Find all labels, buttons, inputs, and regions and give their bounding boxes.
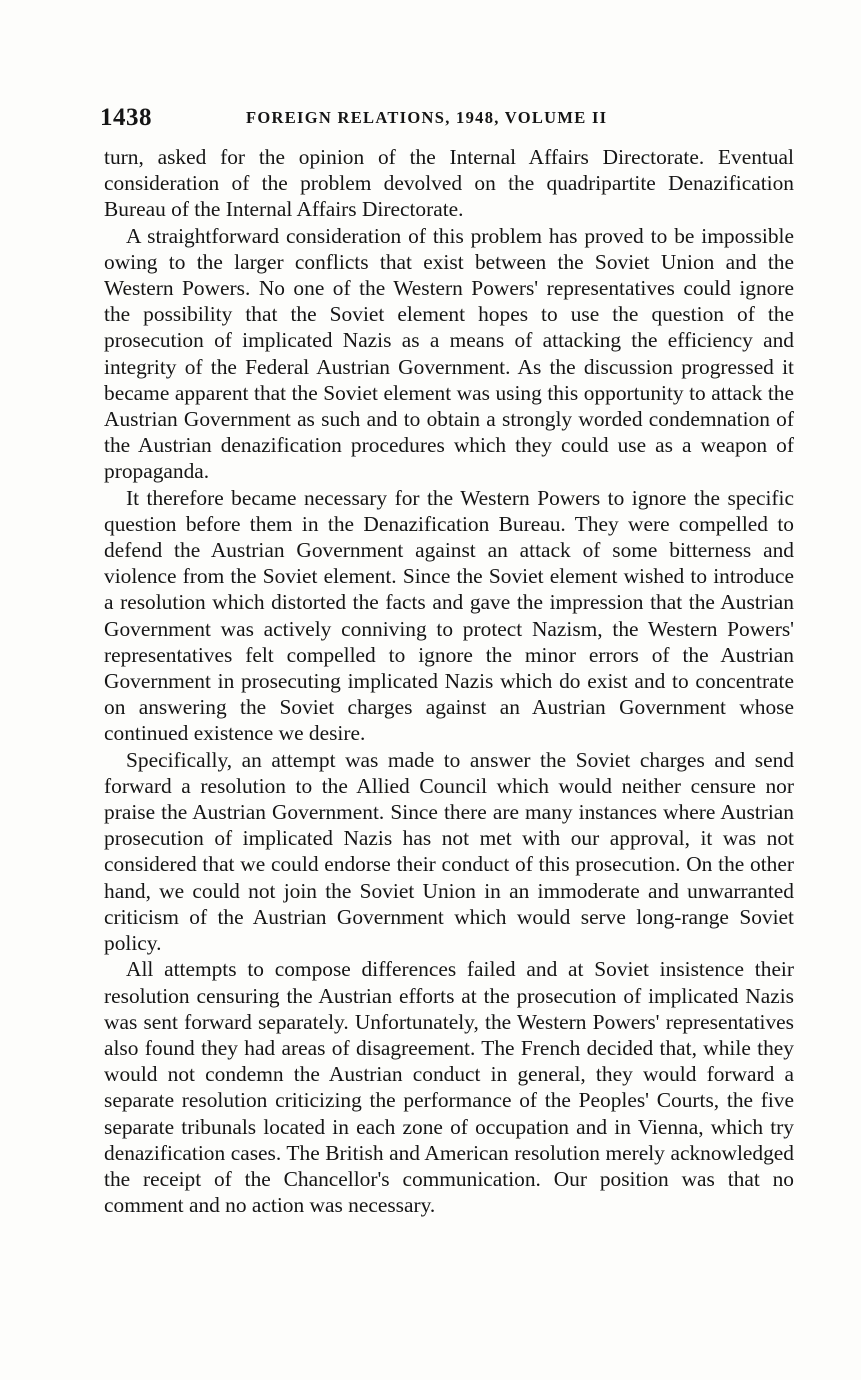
paragraph: Specifically, an attempt was made to answer the Soviet charges and send forward a resolution to the Allied Council which would neither censure nor praise the Austrian Government. Since there are many instances where Austrian prosecution of implicated Nazis has not met with our approval, it was not considered that we could endorse their conduct of this prosecution. On the other hand, we could not join the Soviet Union in an immoderate and unwarranted criticism of the Austrian Government which would serve long-range Soviet policy. bbox=[104, 747, 794, 956]
body-text bbox=[104, 144, 794, 1218]
page-number: 1438 bbox=[100, 104, 152, 131]
running-title: FOREIGN RELATIONS, 1948, VOLUME II bbox=[246, 108, 608, 127]
paragraph: It therefore became necessary for the Western Powers to ignore the specific question before them in the Denazification Bureau. They were compelled to defend the Austrian Government against an attack of some bitterness and violence from the Soviet element. Since the Soviet element wished to introduce a resolution which distorted the facts and gave the impression that the Austrian Government was actively conniving to protect Nazism, the Western Powers' representatives felt compelled to ignore the minor errors of the Austrian Government in prosecuting implicated Nazis which do exist and to concentrate on answering the Soviet charges against an Austrian Government whose continued existence we desire. bbox=[104, 485, 794, 746]
paragraph: All attempts to compose differences failed and at Soviet insistence their resolution censuring the Austrian efforts at the prosecution of implicated Nazis was sent forward separately. Unfortunately, the Western Powers' representatives also found they had areas of disagreement. The French decided that, while they would not condemn the Austrian conduct in general, they would forward a separate resolution criticizing the performance of the Peoples' Courts, the five separate tribunals located in each zone of occupation and in Vienna, which try denazification cases. The British and American resolution merely acknowledged the receipt of the Chancellor's communication. Our position was that no comment and no action was necessary. bbox=[104, 957, 794, 1218]
paragraph: A straightforward consideration of this problem has proved to be impossible owing to the larger conflicts that exist between the Soviet Union and the Western Powers. No one of the Western Powers' representatives could ignore the possibility that the Soviet element hopes to use the question of the prosecution of implicated Nazis as a means of attacking the efficiency and integrity of the Federal Austrian Government. As the discussion progressed it became apparent that the Soviet element was using this opportunity to attack the Austrian Government as such and to obtain a strongly worded condemnation of the Austrian denazification procedures which they could use as a weapon of propaganda. bbox=[104, 223, 794, 484]
paragraph: turn, asked for the opinion of the Internal Affairs Directorate. Eventual consideration of the problem devolved on the quadripartite Denazification Bureau of the Internal Affairs Directorate. bbox=[104, 145, 794, 222]
page-header bbox=[100, 104, 800, 138]
